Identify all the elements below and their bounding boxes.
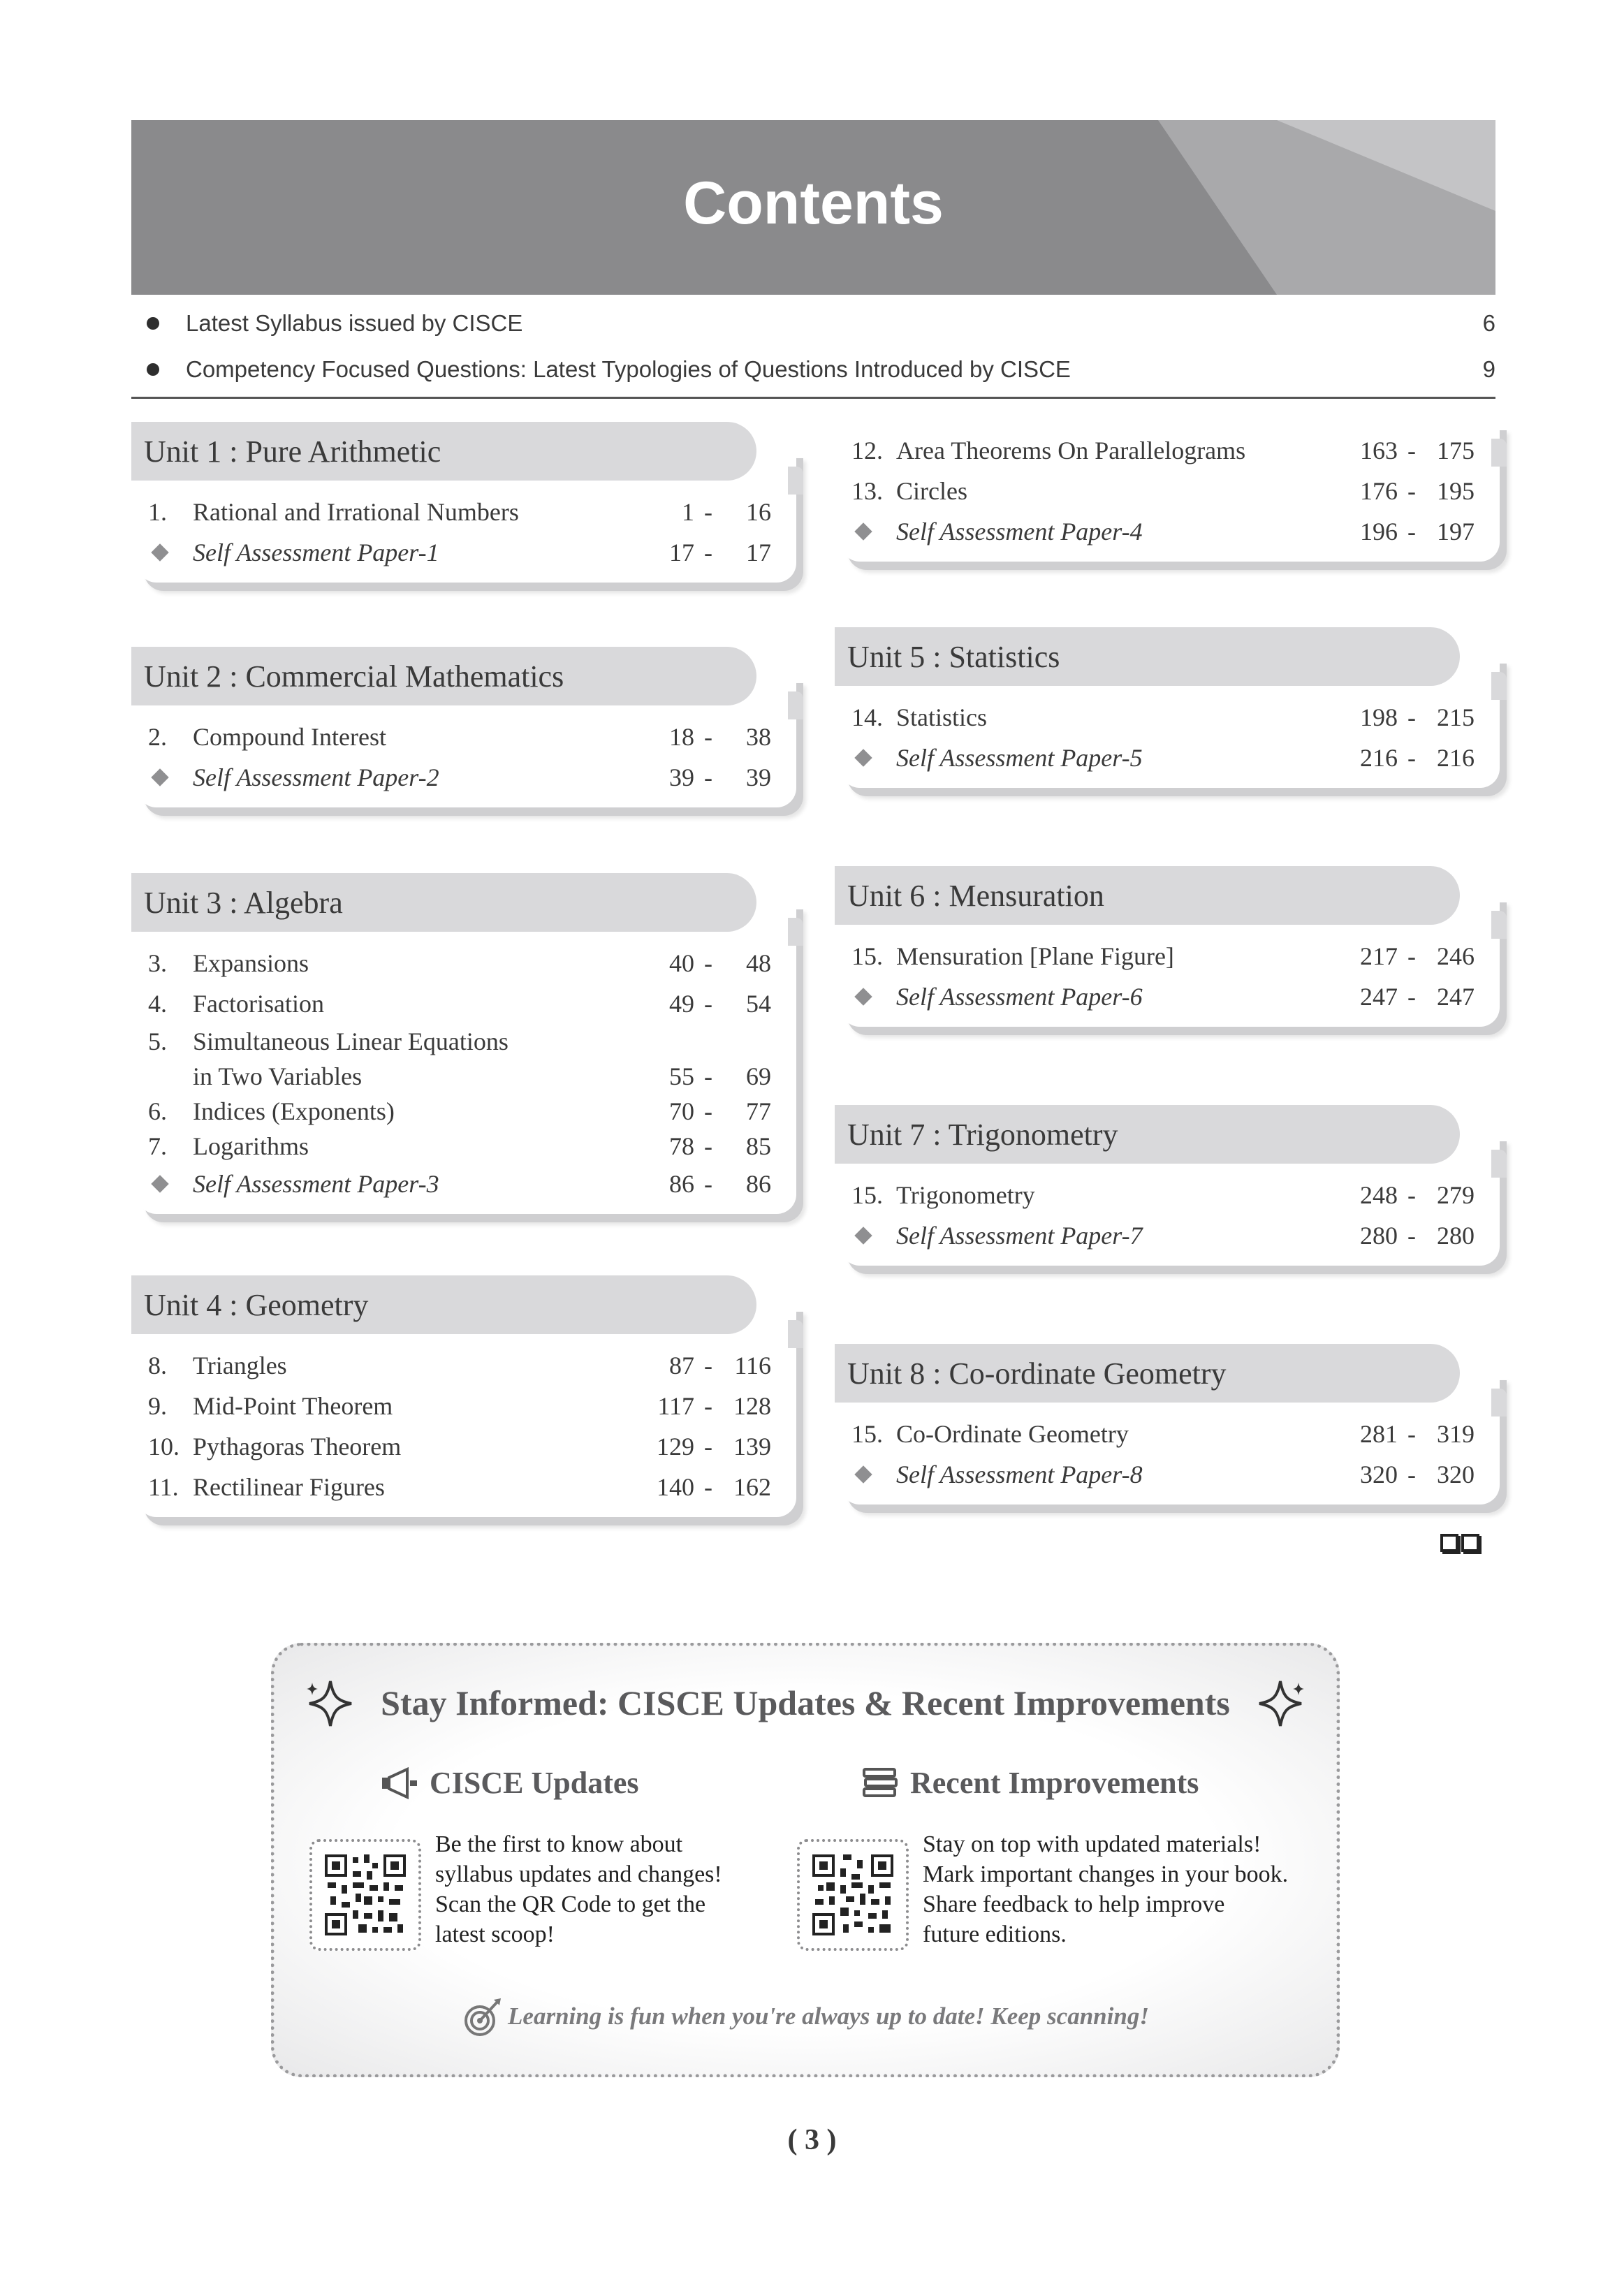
page-to: 17 xyxy=(746,539,771,566)
qr-code-cisce-updates[interactable] xyxy=(309,1839,421,1951)
page-from: 117 xyxy=(657,1392,694,1420)
diamond-bullet-icon xyxy=(851,525,896,538)
info-box-footer xyxy=(275,1996,1336,2037)
chapter-label: in Two Variables xyxy=(193,1062,363,1090)
page-to: 247 xyxy=(1437,983,1475,1011)
chapter-number: 1. xyxy=(148,498,167,526)
range-separator: - xyxy=(704,949,712,977)
chapter-number: 15. xyxy=(851,1420,883,1448)
chapter-label: Factorisation xyxy=(193,990,324,1018)
page-to: 195 xyxy=(1437,477,1475,505)
chapter-row[interactable] xyxy=(137,1024,796,1059)
page-to: 280 xyxy=(1437,1222,1475,1250)
chapter-label: Simultaneous Linear Equations xyxy=(193,1027,509,1055)
chapter-label: Circles xyxy=(896,477,967,505)
megaphone-icon xyxy=(379,1766,420,1800)
unit-card xyxy=(131,873,796,1214)
chapter-number: 6. xyxy=(148,1097,167,1125)
range-separator: - xyxy=(1407,477,1416,505)
page-range xyxy=(1349,942,1475,971)
chapter-row[interactable] xyxy=(840,430,1500,471)
page-number: ( 3 ) xyxy=(787,2124,837,2156)
page-to: 216 xyxy=(1437,744,1475,772)
unit-card xyxy=(835,866,1500,1027)
unit-chapter-list xyxy=(137,1303,796,1517)
page-range xyxy=(645,1062,771,1091)
page-range xyxy=(645,722,771,752)
recent-improvements-text xyxy=(923,1829,1288,1949)
chapter-number: 14. xyxy=(851,703,883,731)
page-to: 69 xyxy=(746,1062,771,1090)
chapter-label: Statistics xyxy=(896,703,988,731)
page-from: 216 xyxy=(1360,744,1398,772)
intro-item[interactable] xyxy=(131,346,1495,393)
text-line: Stay on top with updated materials! xyxy=(923,1831,1261,1857)
assessment-row[interactable] xyxy=(840,1454,1500,1495)
info-box-title: Stay Informed: CISCE Updates & Recent Improvements xyxy=(381,1683,1230,1722)
chapter-row[interactable] xyxy=(137,1386,796,1426)
text-line: latest scoop! xyxy=(435,1921,555,1947)
target-icon xyxy=(462,1996,504,2037)
page-from: 87 xyxy=(669,1352,694,1379)
assessment-row[interactable] xyxy=(137,1059,796,1094)
chapter-label: Trigonometry xyxy=(896,1181,1035,1209)
assessment-row[interactable] xyxy=(840,511,1500,552)
recent-improvements-label: Recent Improvements xyxy=(910,1766,1199,1800)
text-line: Mark important changes in your book. xyxy=(923,1861,1289,1887)
page-to: 116 xyxy=(734,1352,771,1379)
intro-item-label: Competency Focused Questions: Latest Typologies of Questions Introduced by CISCE xyxy=(186,356,1071,382)
page-to: 128 xyxy=(733,1392,771,1420)
page-title: Contents xyxy=(683,170,944,237)
chapter-number: 5. xyxy=(148,1027,167,1055)
unit-chapter-list xyxy=(137,901,796,1214)
chapter-label: Expansions xyxy=(193,949,309,977)
chapter-row[interactable] xyxy=(137,492,796,532)
page-from: 248 xyxy=(1360,1181,1398,1209)
range-separator: - xyxy=(704,1392,712,1420)
range-separator: - xyxy=(1407,942,1416,970)
assessment-label: Self Assessment Paper-1 xyxy=(193,539,439,566)
range-separator: - xyxy=(704,1097,712,1125)
page-range xyxy=(1349,1460,1475,1489)
chapter-row[interactable] xyxy=(137,1426,796,1467)
chapter-row[interactable] xyxy=(137,1094,796,1129)
text-line: future editions. xyxy=(923,1921,1067,1947)
chapter-row[interactable] xyxy=(840,1175,1500,1215)
range-separator: - xyxy=(1407,437,1416,464)
assessment-label: Self Assessment Paper-4 xyxy=(896,518,1143,546)
diamond-bullet-icon xyxy=(851,990,896,1003)
page-range xyxy=(645,763,771,792)
page-to: 246 xyxy=(1437,942,1475,970)
assessment-row[interactable] xyxy=(840,976,1500,1017)
chapter-label: Pythagoras Theorem xyxy=(193,1433,402,1461)
diamond-bullet-icon xyxy=(148,546,193,559)
chapter-number: 9. xyxy=(148,1392,167,1420)
page-range xyxy=(645,538,771,567)
page-from: 17 xyxy=(669,539,694,566)
range-separator: - xyxy=(704,539,712,566)
sparkle-icon xyxy=(1257,1677,1308,1729)
page-range xyxy=(645,1351,771,1380)
range-separator: - xyxy=(1407,703,1416,731)
page-from: 176 xyxy=(1360,477,1398,505)
chapter-number: 15. xyxy=(851,942,883,970)
page-range xyxy=(645,1472,771,1502)
chapter-row[interactable] xyxy=(137,1345,796,1386)
chapter-label: Co-Ordinate Geometry xyxy=(896,1420,1129,1448)
page-range xyxy=(1349,703,1475,732)
range-separator: - xyxy=(704,723,712,751)
page-from: 55 xyxy=(669,1062,694,1090)
range-separator: - xyxy=(1407,518,1416,546)
page-range xyxy=(1349,517,1475,546)
diamond-bullet-icon xyxy=(851,752,896,764)
page-range xyxy=(1349,1180,1475,1210)
diamond-bullet-icon xyxy=(148,1178,193,1190)
range-separator: - xyxy=(704,1170,712,1198)
page-range xyxy=(645,1432,771,1461)
range-separator: - xyxy=(704,763,712,791)
chapter-label: Indices (Exponents) xyxy=(193,1097,395,1125)
page-range xyxy=(1349,436,1475,465)
page-to: 197 xyxy=(1437,518,1475,546)
assessment-label: Self Assessment Paper-8 xyxy=(896,1461,1143,1488)
page-to: 54 xyxy=(746,990,771,1018)
chapter-row[interactable] xyxy=(840,697,1500,738)
diamond-bullet-icon xyxy=(851,1229,896,1242)
diamond-bullet-icon xyxy=(851,1468,896,1481)
page-to: 139 xyxy=(733,1433,771,1461)
page-to: 48 xyxy=(746,949,771,977)
intro-item-page: 9 xyxy=(1482,356,1495,382)
page-to: 77 xyxy=(746,1097,771,1125)
range-separator: - xyxy=(1407,744,1416,772)
assessment-row[interactable] xyxy=(840,1215,1500,1256)
page-range xyxy=(645,989,771,1018)
unit-card xyxy=(835,422,1500,562)
page-from: 163 xyxy=(1360,437,1398,464)
text-line: syllabus updates and changes! xyxy=(435,1861,722,1887)
unit-title[interactable]: Unit 1 : Pure Arithmetic xyxy=(131,422,756,481)
recent-improvements-heading xyxy=(860,1765,1199,1801)
page-to: 38 xyxy=(746,723,771,751)
page-from: 320 xyxy=(1360,1461,1398,1488)
contents-banner xyxy=(131,120,1495,295)
intro-list xyxy=(131,300,1495,393)
chapter-row[interactable] xyxy=(137,1129,796,1164)
range-separator: - xyxy=(1407,1181,1416,1209)
assessment-label: Self Assessment Paper-2 xyxy=(193,763,439,791)
range-separator: - xyxy=(1407,983,1416,1011)
chapter-number: 10. xyxy=(148,1433,180,1461)
chapter-number: 7. xyxy=(148,1132,167,1160)
unit-title[interactable]: Unit 4 : Geometry xyxy=(131,1275,756,1334)
page-from: 198 xyxy=(1360,703,1398,731)
chapter-row[interactable] xyxy=(137,1467,796,1507)
page-to: 39 xyxy=(746,763,771,791)
page-from: 86 xyxy=(669,1170,694,1198)
page-range xyxy=(1349,476,1475,506)
page-range xyxy=(1349,1221,1475,1250)
unit-title[interactable]: Unit 8 : Co-ordinate Geometry xyxy=(835,1344,1460,1403)
chapter-row[interactable] xyxy=(840,471,1500,511)
page-from: 280 xyxy=(1360,1222,1398,1250)
range-separator: - xyxy=(704,1132,712,1160)
qr-code-icon xyxy=(810,1852,896,1938)
assessment-row[interactable] xyxy=(137,532,796,573)
assessment-row[interactable] xyxy=(840,738,1500,778)
page-range xyxy=(645,1169,771,1199)
chapter-number: 12. xyxy=(851,437,883,464)
page-from: 196 xyxy=(1360,518,1398,546)
range-separator: - xyxy=(704,1433,712,1461)
unit-title[interactable]: Unit 5 : Statistics xyxy=(835,627,1460,686)
intro-item[interactable] xyxy=(131,300,1495,346)
assessment-label: Self Assessment Paper-7 xyxy=(896,1222,1143,1250)
range-separator: - xyxy=(1407,1222,1416,1250)
page-from: 18 xyxy=(669,723,694,751)
intro-item-label: Latest Syllabus issued by CISCE xyxy=(186,310,523,336)
text-line: Be the first to know about xyxy=(435,1831,683,1857)
unit-card xyxy=(131,422,796,583)
page-from: 129 xyxy=(657,1433,694,1461)
chapter-number: 4. xyxy=(148,990,167,1018)
page-from: 70 xyxy=(669,1097,694,1125)
qr-code-recent-improvements[interactable] xyxy=(797,1839,909,1951)
chapter-number: 15. xyxy=(851,1181,883,1209)
unit-title[interactable]: Unit 7 : Trigonometry xyxy=(835,1105,1460,1164)
end-marker-icon xyxy=(1440,1534,1479,1552)
page-from: 247 xyxy=(1360,983,1398,1011)
unit-card xyxy=(131,647,796,807)
unit-card xyxy=(835,627,1500,788)
page-to: 279 xyxy=(1437,1181,1475,1209)
range-separator: - xyxy=(1407,1461,1416,1488)
chapter-row[interactable] xyxy=(840,936,1500,976)
chapter-number: 2. xyxy=(148,723,167,751)
chapter-row[interactable] xyxy=(840,1414,1500,1454)
range-separator: - xyxy=(704,498,712,526)
chapter-number: 13. xyxy=(851,477,883,505)
page-range xyxy=(1349,743,1475,773)
chapter-label: Logarithms xyxy=(193,1132,309,1160)
page-to: 86 xyxy=(746,1170,771,1198)
chapter-number: 11. xyxy=(148,1473,179,1501)
range-separator: - xyxy=(704,1352,712,1379)
page-from: 78 xyxy=(669,1132,694,1160)
chapter-label: Mid-Point Theorem xyxy=(193,1392,393,1420)
chapter-label: Rectilinear Figures xyxy=(193,1473,385,1501)
assessment-label: Self Assessment Paper-3 xyxy=(193,1170,439,1198)
page-range xyxy=(645,1391,771,1421)
chapter-row[interactable] xyxy=(137,717,796,757)
divider xyxy=(131,397,1495,399)
unit-title[interactable]: Unit 3 : Algebra xyxy=(131,873,756,932)
chapter-label: Triangles xyxy=(193,1352,287,1379)
page-from: 1 xyxy=(682,498,694,526)
page-from: 281 xyxy=(1360,1420,1398,1448)
assessment-row[interactable] xyxy=(137,1164,796,1204)
unit-card xyxy=(835,1344,1500,1505)
chapter-label: Rational and Irrational Numbers xyxy=(193,498,519,526)
chapter-label: Mensuration [Plane Figure] xyxy=(896,942,1174,970)
page-to: 16 xyxy=(746,498,771,526)
assessment-label: Self Assessment Paper-6 xyxy=(896,983,1143,1011)
unit-title[interactable]: Unit 6 : Mensuration xyxy=(835,866,1460,925)
text-line: Share feedback to help improve xyxy=(923,1891,1225,1917)
page-range xyxy=(1349,1419,1475,1449)
page-range xyxy=(1349,982,1475,1011)
unit-card xyxy=(131,1275,796,1517)
unit-card xyxy=(835,1105,1500,1266)
page-from: 40 xyxy=(669,949,694,977)
chapter-row[interactable] xyxy=(137,943,796,983)
diamond-bullet-icon xyxy=(148,771,193,784)
intro-item-page: 6 xyxy=(1482,310,1495,336)
assessment-row[interactable] xyxy=(137,757,796,798)
page-range xyxy=(645,1132,771,1161)
stay-informed-box xyxy=(271,1643,1340,2077)
bullet-icon xyxy=(147,317,159,330)
footer-text: Learning is fun when you're always up to date! Keep scanning! xyxy=(508,2003,1149,2030)
page-from: 39 xyxy=(669,763,694,791)
chapter-label: Compound Interest xyxy=(193,723,386,751)
page-range xyxy=(645,497,771,527)
chapter-number: 8. xyxy=(148,1352,167,1379)
page-to: 319 xyxy=(1437,1420,1475,1448)
range-separator: - xyxy=(1407,1420,1416,1448)
page-from: 49 xyxy=(669,990,694,1018)
page-to: 85 xyxy=(746,1132,771,1160)
chapter-number: 3. xyxy=(148,949,167,977)
range-separator: - xyxy=(704,1473,712,1501)
page-to: 320 xyxy=(1437,1461,1475,1488)
cisce-updates-text xyxy=(435,1829,722,1949)
range-separator: - xyxy=(704,990,712,1018)
page-to: 175 xyxy=(1437,437,1475,464)
assessment-label: Self Assessment Paper-5 xyxy=(896,744,1143,772)
page-from: 140 xyxy=(657,1473,694,1501)
page-from: 217 xyxy=(1360,942,1398,970)
qr-code-icon xyxy=(322,1852,409,1938)
books-icon xyxy=(860,1766,900,1800)
page-range xyxy=(645,1097,771,1126)
unit-title[interactable]: Unit 2 : Commercial Mathematics xyxy=(131,647,756,705)
chapter-label: Area Theorems On Parallelograms xyxy=(896,437,1246,464)
bullet-icon xyxy=(147,363,159,376)
page-range xyxy=(645,949,771,978)
unit-chapter-list xyxy=(840,422,1500,562)
text-line: Scan the QR Code to get the xyxy=(435,1891,706,1917)
cisce-updates-label: CISCE Updates xyxy=(430,1766,639,1800)
page-to: 215 xyxy=(1437,703,1475,731)
cisce-updates-heading xyxy=(379,1765,639,1801)
range-separator: - xyxy=(704,1062,712,1090)
page-to: 162 xyxy=(733,1473,771,1501)
chapter-row[interactable] xyxy=(137,983,796,1024)
